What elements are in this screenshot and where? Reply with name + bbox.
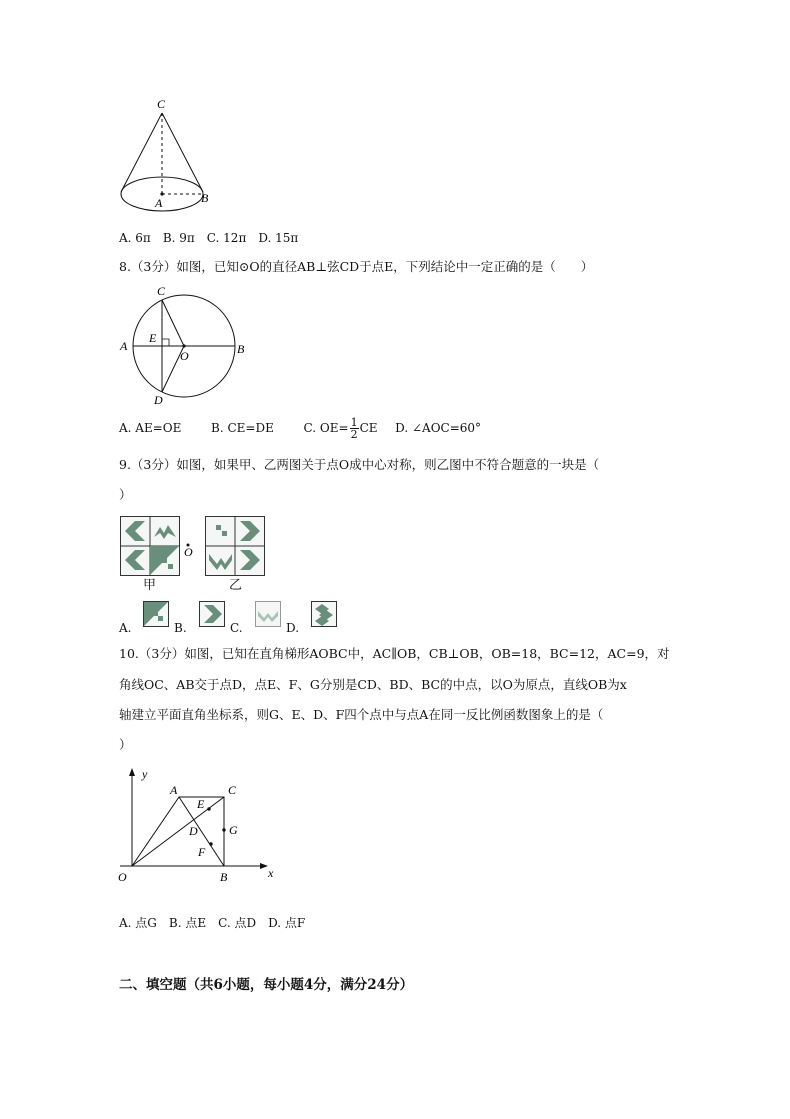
label-yi: 乙: [229, 578, 243, 593]
circle-label-a: A: [120, 339, 128, 353]
cone-label-b: B: [201, 191, 209, 205]
point-f: [209, 842, 212, 845]
q9-option-c-tile: [255, 601, 281, 627]
point-label-g: G: [229, 823, 238, 837]
circle-label-d: D: [154, 393, 163, 406]
q10-stem-line3: 轴建立平面直角坐标系，则G、E、D、F四个点中与点A在同一反比例函数图象上的是（: [119, 707, 604, 722]
axis-label-y: y: [142, 767, 148, 781]
point-label-b: B: [220, 870, 228, 884]
y-axis-arrow: [129, 768, 135, 776]
fraction-denominator: 2: [350, 428, 358, 441]
q9-option-a-label: A.: [119, 621, 132, 635]
jia-tile-4: [150, 546, 179, 575]
q9-stem-line2: ）: [119, 487, 132, 502]
point-label-e: E: [197, 797, 205, 811]
center-point-o-figure: [182, 538, 198, 558]
q8-option-c-fraction: [350, 417, 359, 440]
point-e: [207, 807, 210, 810]
figure-jia-grid: [120, 516, 180, 576]
axis-label-x: x: [268, 866, 274, 880]
q8-option-a: A. AE=OE: [119, 421, 182, 435]
point-label-d: D: [189, 824, 198, 838]
cone-label-a: A: [155, 196, 163, 210]
yi-tile-4: [240, 550, 260, 570]
right-angle-mark: [162, 339, 169, 346]
center-point-o: [182, 344, 185, 347]
point-g: [222, 828, 225, 831]
q8-stem: 8.（3分）如图，已知⊙O的直径AB⊥弦CD于点E，下列结论中一定正确的是（ ）: [119, 259, 594, 274]
cone-right-slant: [162, 113, 203, 192]
cone-figure: [110, 95, 220, 217]
q9-option-d-tile: [311, 601, 337, 627]
cone-label-c: C: [157, 97, 166, 111]
label-jia: 甲: [143, 578, 157, 593]
jia-tile-1: [125, 521, 145, 541]
yi-tile-1: [216, 525, 227, 536]
q10-stem-line2: 角线OC、AB交于点D，点E、F、G分别是CD、BD、BC的中点，以O为原点，直线OB为x: [119, 677, 627, 692]
yi-tiles: [206, 517, 264, 575]
yi-tile-3: [209, 554, 232, 570]
circle-label-b: B: [237, 342, 245, 356]
cone-left-slant: [121, 113, 162, 192]
q9-option-a-tile: [143, 601, 169, 627]
jia-tile-3: [125, 550, 145, 570]
center-label-o: O: [184, 545, 193, 558]
q8-option-d: D. ∠AOC=60°: [395, 421, 482, 435]
q9-stem-line1: 9.（3分）如图，如果甲、乙两图关于点O成中心对称，则乙图中不符合题意的一块是（: [119, 457, 600, 472]
jia-tiles: [121, 517, 179, 575]
point-label-c: C: [228, 783, 237, 797]
q7-options: A. 6π B. 9π C. 12π D. 15π: [119, 231, 299, 245]
q9-option-d-label: D.: [286, 621, 300, 635]
q10-stem-line1: 10.（3分）如图，已知在直角梯形AOBC中，AC∥OB，CB⊥OB，OB=18，BC=12，AC=9，对: [119, 646, 670, 661]
jia-tile-2: [154, 525, 176, 539]
q9-option-b-label: B.: [174, 621, 187, 635]
q8-option-b: B. CE=DE: [211, 421, 274, 435]
q8-options: [119, 417, 481, 440]
diagonal-oc: [132, 797, 224, 866]
point-label-f: F: [198, 845, 206, 859]
point-label-o: O: [118, 870, 127, 884]
q9-option-c-label: C.: [230, 621, 243, 635]
q10-options: A. 点G B. 点E C. 点D D. 点F: [119, 916, 306, 930]
q9-option-b-tile: [199, 601, 225, 627]
circle-label-c: C: [157, 284, 166, 298]
circle-label-o: O: [180, 349, 189, 363]
yi-tile-2: [240, 521, 260, 541]
circle-label-e: E: [149, 331, 157, 345]
section-2-title: 二、填空题（共6小题，每小题4分，满分24分）: [119, 977, 414, 993]
trapezoid-figure: [112, 766, 282, 886]
q10-stem-line4: ）: [119, 737, 132, 752]
fraction-numerator: 1: [350, 416, 358, 429]
x-axis-arrow: [260, 863, 268, 869]
circle-figure: [112, 282, 252, 406]
figure-yi-grid: [205, 516, 265, 576]
point-label-a: A: [170, 783, 178, 797]
q8-option-c-suffix: CE: [359, 421, 378, 435]
q8-option-c-prefix: C. OE=: [303, 421, 349, 435]
